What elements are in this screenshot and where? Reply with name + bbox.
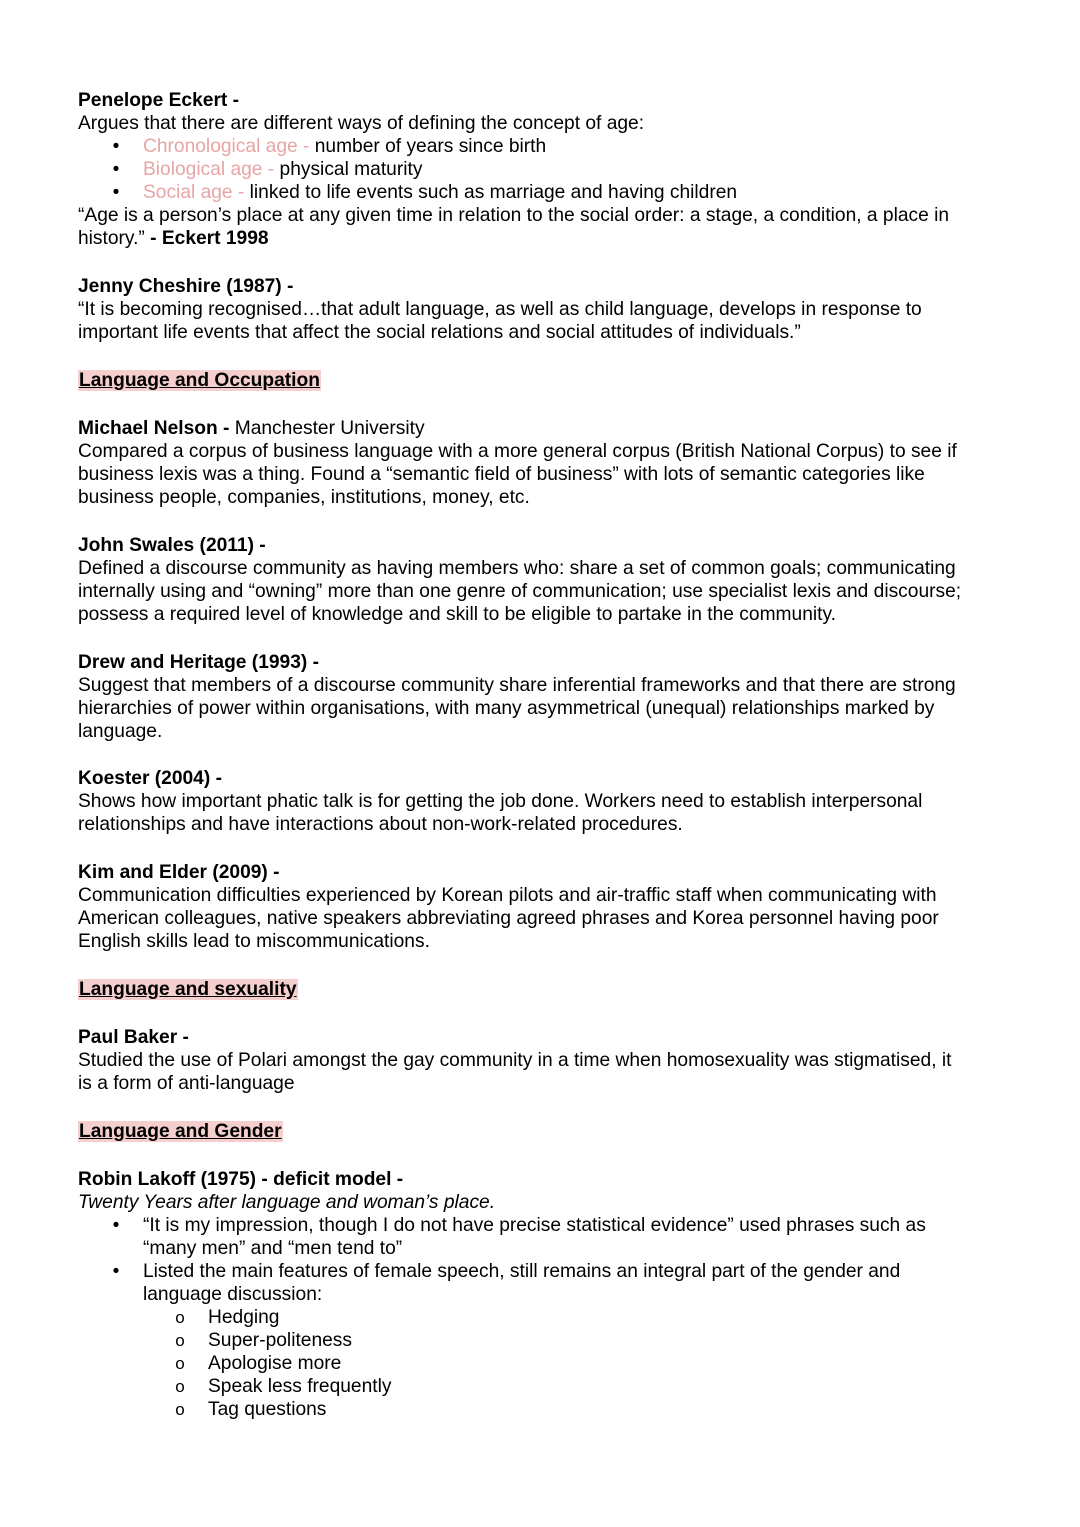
circle-bullet-icon: o xyxy=(175,1331,185,1350)
kim-text: English skills lead to miscommunications. xyxy=(78,931,430,952)
baker-text: is a form of anti-language xyxy=(78,1073,295,1094)
circle-bullet-icon: o xyxy=(175,1308,185,1327)
list-item-continuation: language discussion: xyxy=(143,1284,323,1305)
circle-bullet-icon: o xyxy=(175,1400,185,1419)
circle-bullet-icon: o xyxy=(175,1377,185,1396)
section-heading-label: Language and Gender xyxy=(79,1121,282,1142)
list-item: “It is my impression, though I do not have precise statistical evidence” used phrases such as xyxy=(143,1215,926,1236)
nelson-text: business lexis was a thing. Found a “semantic field of business” with lots of semantic categories like xyxy=(78,464,925,485)
age-definition: linked to life events such as marriage and having children xyxy=(249,182,738,203)
cheshire-heading: Jenny Cheshire (1987) - xyxy=(78,276,294,297)
list-item xyxy=(143,158,422,181)
drew-text: language. xyxy=(78,721,163,742)
lakoff-subtitle: Twenty Years after language and woman’s place. xyxy=(78,1192,496,1213)
nelson-name: Michael Nelson - xyxy=(78,418,235,439)
list-item xyxy=(143,181,737,204)
nelson-text: business people, companies, institutions, money, etc. xyxy=(78,487,530,508)
list-item-continuation: “many men” and “men tend to” xyxy=(143,1238,403,1259)
section-heading-occupation xyxy=(78,369,321,392)
section-heading-label: Language and Occupation xyxy=(79,370,320,391)
section-heading-gender xyxy=(78,1120,283,1143)
nelson-heading xyxy=(78,417,425,440)
nelson-text: Compared a corpus of business language with a more general corpus (British National Corpus) to see if xyxy=(78,441,957,462)
feature-item: Super-politeness xyxy=(208,1330,352,1351)
eckert-citation: - Eckert 1998 xyxy=(150,228,269,249)
eckert-heading: Penelope Eckert - xyxy=(78,90,240,111)
bullet-icon: • xyxy=(112,182,120,203)
swales-text: Defined a discourse community as having members who: share a set of common goals; communicating xyxy=(78,558,956,579)
swales-heading: John Swales (2011) - xyxy=(78,535,266,556)
kim-text: American colleagues, native speakers abbreviating agreed phrases and Korea personnel having poor xyxy=(78,908,939,929)
feature-item: Hedging xyxy=(208,1307,280,1328)
age-definition: physical maturity xyxy=(279,159,423,180)
bullet-icon: • xyxy=(112,1261,120,1282)
section-heading-label: Language and sexuality xyxy=(79,979,297,1000)
nelson-affiliation: Manchester University xyxy=(234,418,425,439)
drew-text: Suggest that members of a discourse community share inferential frameworks and that there are strong xyxy=(78,675,956,696)
eckert-intro: Argues that there are different ways of defining the concept of age: xyxy=(78,113,645,134)
eckert-quote-line xyxy=(78,227,269,250)
baker-text: Studied the use of Polari amongst the gay community in a time when homosexuality was stigmatised, it xyxy=(78,1050,952,1071)
swales-text: possess a required level of knowledge and skill to be eligible to partake in the community. xyxy=(78,604,836,625)
section-heading-sexuality xyxy=(78,978,298,1001)
swales-text: internally using and “owning” more than one genre of communication; use specialist lexis and discourse; xyxy=(78,581,962,602)
kim-heading: Kim and Elder (2009) - xyxy=(78,862,280,883)
eckert-quote-line: “Age is a person’s place at any given time in relation to the social order: a stage, a condition, a place in xyxy=(78,205,950,226)
list-item xyxy=(143,135,546,158)
feature-item: Apologise more xyxy=(208,1353,342,1374)
drew-heading: Drew and Heritage (1993) - xyxy=(78,652,319,673)
feature-item: Speak less frequently xyxy=(208,1376,392,1397)
list-item: Listed the main features of female speech, still remains an integral part of the gender and xyxy=(143,1261,901,1282)
bullet-icon: • xyxy=(112,136,120,157)
koester-text: Shows how important phatic talk is for getting the job done. Workers need to establish interpersonal xyxy=(78,791,923,812)
drew-text: hierarchies of power within organisations, with many asymmetrical (unequal) relationships marked by xyxy=(78,698,935,719)
bullet-icon: • xyxy=(112,1215,120,1236)
eckert-quote-end: history.” xyxy=(78,228,151,249)
circle-bullet-icon: o xyxy=(175,1354,185,1373)
age-term: Social age - xyxy=(143,182,250,203)
baker-heading: Paul Baker - xyxy=(78,1027,189,1048)
koester-heading: Koester (2004) - xyxy=(78,768,222,789)
koester-text: relationships and have interactions about non-work-related procedures. xyxy=(78,814,683,835)
age-definition: number of years since birth xyxy=(314,136,547,157)
bullet-icon: • xyxy=(112,159,120,180)
kim-text: Communication difficulties experienced by Korean pilots and air-traffic staff when communicating with xyxy=(78,885,937,906)
age-term: Biological age - xyxy=(143,159,280,180)
lakoff-heading: Robin Lakoff (1975) - deficit model - xyxy=(78,1169,404,1190)
age-term: Chronological age - xyxy=(143,136,315,157)
cheshire-text: “It is becoming recognised…that adult language, as well as child language, develops in response to xyxy=(78,299,922,320)
feature-item: Tag questions xyxy=(208,1399,327,1420)
cheshire-text: important life events that affect the social relations and social attitudes of individuals.” xyxy=(78,322,801,343)
